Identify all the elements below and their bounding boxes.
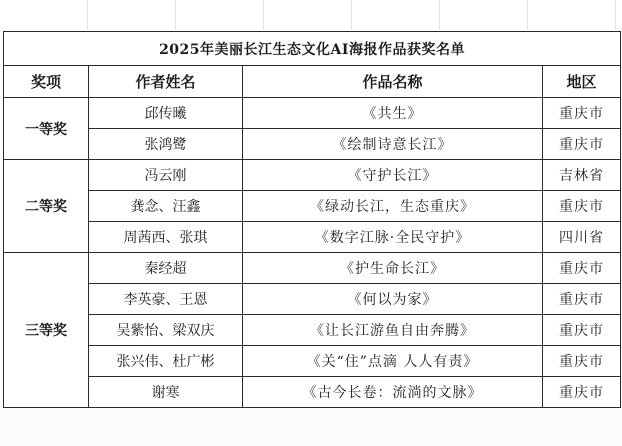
author-cell[interactable]: 张鸿鹭: [89, 129, 243, 160]
award-level-cell[interactable]: 一等奖: [4, 98, 89, 160]
work-cell[interactable]: 《数字江脉·全民守护》: [243, 222, 543, 253]
work-cell[interactable]: 《绿动长江，生态重庆》: [243, 191, 543, 222]
table-row: [4, 346, 621, 377]
region-cell[interactable]: 吉林省: [543, 160, 621, 191]
award-level-cell[interactable]: 二等奖: [4, 160, 89, 253]
table-row: [4, 284, 621, 315]
region-cell[interactable]: 重庆市: [543, 191, 621, 222]
region-cell[interactable]: 重庆市: [543, 315, 621, 346]
author-cell[interactable]: 邱传曦: [89, 98, 243, 129]
work-cell[interactable]: 《古今长卷：流淌的文脉》: [243, 377, 543, 408]
table-row: [4, 98, 621, 129]
header-award[interactable]: 奖项: [4, 66, 89, 98]
table-row: [4, 191, 621, 222]
table-row: [4, 160, 621, 191]
region-cell[interactable]: 重庆市: [543, 129, 621, 160]
header-work[interactable]: 作品名称: [243, 66, 543, 98]
work-cell[interactable]: 《共生》: [243, 98, 543, 129]
table-row: [4, 377, 621, 408]
award-level-cell[interactable]: 三等奖: [4, 253, 89, 408]
table-row: [4, 129, 621, 160]
author-cell[interactable]: 周茜西、张琪: [89, 222, 243, 253]
header-row: [4, 66, 621, 98]
work-cell[interactable]: 《护生命长江》: [243, 253, 543, 284]
region-cell[interactable]: 重庆市: [543, 98, 621, 129]
author-cell[interactable]: 冯云刚: [89, 160, 243, 191]
work-cell[interactable]: 《何以为家》: [243, 284, 543, 315]
work-cell[interactable]: 《绘制诗意长江》: [243, 129, 543, 160]
table-row: [4, 222, 621, 253]
region-cell[interactable]: 四川省: [543, 222, 621, 253]
empty-grid-rows: [0, 0, 622, 30]
author-cell[interactable]: 龚念、汪鑫: [89, 191, 243, 222]
award-table: [3, 31, 621, 408]
author-cell[interactable]: 吴紫怡、梁双庆: [89, 315, 243, 346]
author-cell[interactable]: 李英豪、王恩: [89, 284, 243, 315]
table-title[interactable]: 2025年美丽长江生态文化AI海报作品获奖名单: [4, 32, 621, 66]
region-cell[interactable]: 重庆市: [543, 253, 621, 284]
region-cell[interactable]: 重庆市: [543, 346, 621, 377]
work-cell[interactable]: 《让长江游鱼自由奔腾》: [243, 315, 543, 346]
table-row: [4, 253, 621, 284]
work-cell[interactable]: 《守护长江》: [243, 160, 543, 191]
author-cell[interactable]: 张兴伟、杜广彬: [89, 346, 243, 377]
work-cell[interactable]: 《关“住”点滴 人人有责》: [243, 346, 543, 377]
region-cell[interactable]: 重庆市: [543, 377, 621, 408]
region-cell[interactable]: 重庆市: [543, 284, 621, 315]
author-cell[interactable]: 谢寒: [89, 377, 243, 408]
author-cell[interactable]: 秦经超: [89, 253, 243, 284]
header-region[interactable]: 地区: [543, 66, 621, 98]
table-row: [4, 315, 621, 346]
header-author[interactable]: 作者姓名: [89, 66, 243, 98]
